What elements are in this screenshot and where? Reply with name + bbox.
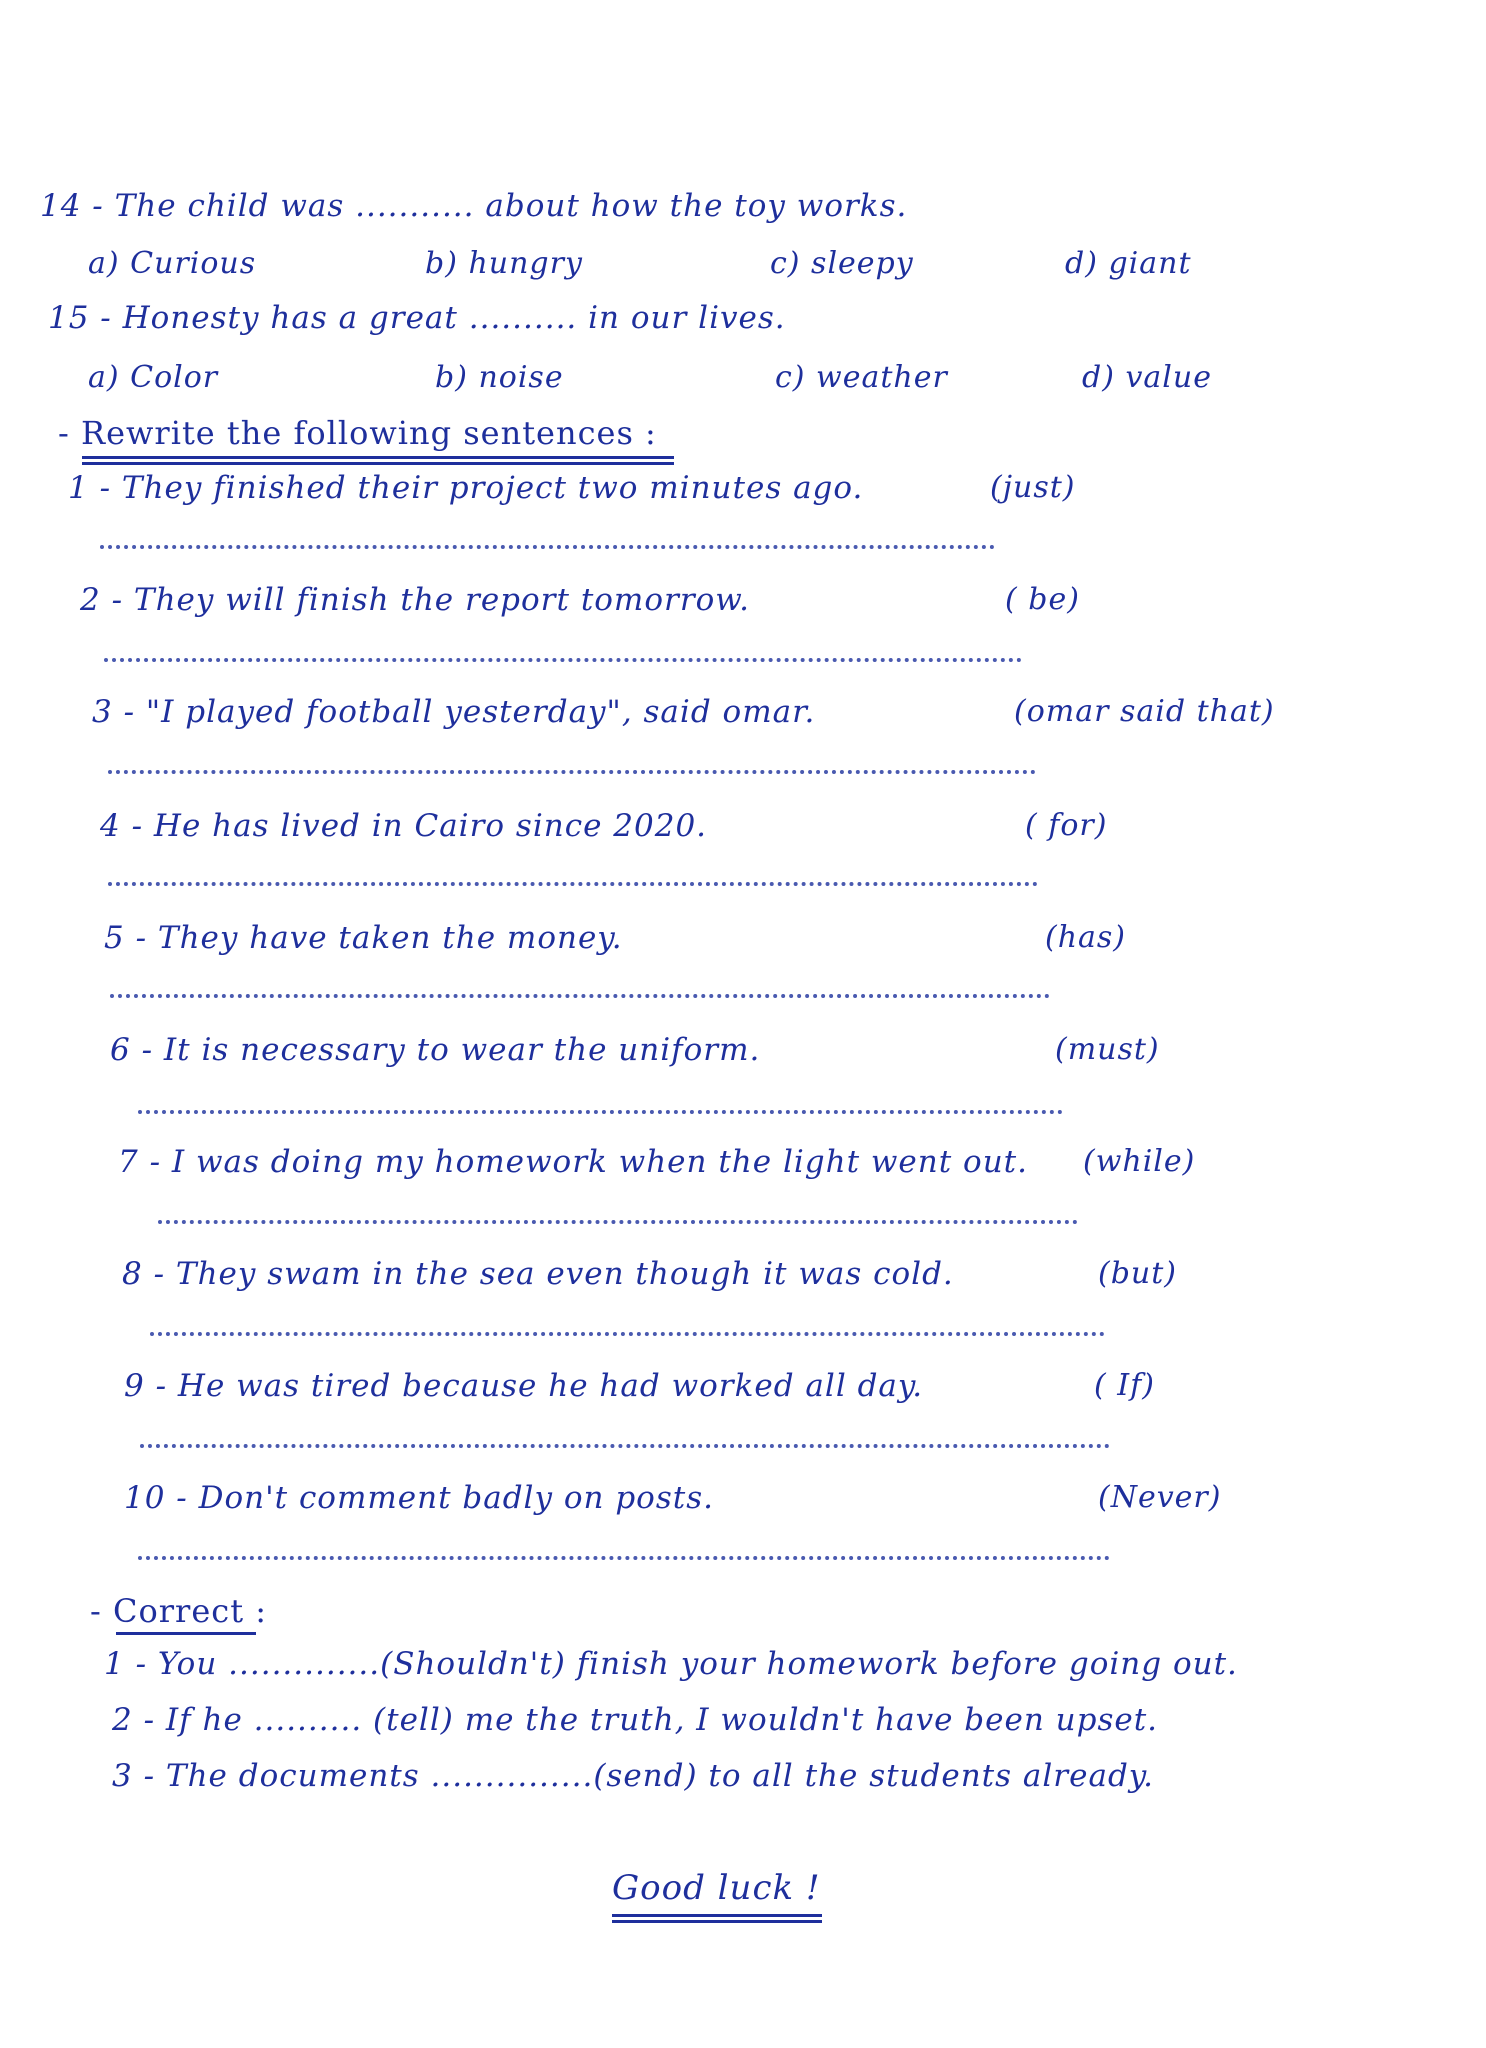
rewrite-item-9: 9 - He was tired because he had worked all day. bbox=[124, 1368, 924, 1404]
answer-line-6[interactable] bbox=[138, 1110, 1063, 1114]
q14-option-d: d) giant bbox=[1065, 246, 1192, 281]
good-luck-underline bbox=[612, 1914, 822, 1917]
answer-line-5[interactable] bbox=[110, 994, 1050, 998]
rewrite-heading: - Rewrite the following sentences : bbox=[58, 414, 657, 452]
question-15-prefix: 15 - Honesty has a great bbox=[48, 300, 458, 336]
rewrite-hint-8: (but) bbox=[1098, 1256, 1177, 1291]
question-14-suffix: about how the toy works. bbox=[485, 188, 908, 224]
good-luck: Good luck ! bbox=[612, 1868, 821, 1908]
rewrite-hint-1: (just) bbox=[990, 470, 1076, 505]
rewrite-item-4: 4 - He has lived in Cairo since 2020. bbox=[100, 808, 708, 844]
answer-line-9[interactable] bbox=[140, 1444, 1110, 1448]
question-15 bbox=[48, 300, 786, 336]
rewrite-heading-underline-2 bbox=[82, 462, 674, 465]
rewrite-hint-4: ( for) bbox=[1025, 808, 1108, 843]
question-15-suffix: in our lives. bbox=[588, 300, 786, 336]
rewrite-heading-underline bbox=[82, 456, 674, 459]
correct-item-2: 2 - If he .......... (tell) me the truth, I wouldn't have been upset. bbox=[112, 1702, 1159, 1738]
q14-option-a: a) Curious bbox=[88, 246, 257, 281]
rewrite-item-2: 2 - They will finish the report tomorrow. bbox=[80, 582, 751, 618]
question-14 bbox=[40, 188, 907, 224]
answer-line-10[interactable] bbox=[138, 1556, 1110, 1560]
correct-heading-underline bbox=[116, 1632, 256, 1635]
q14-option-b: b) hungry bbox=[425, 246, 583, 281]
answer-line-2[interactable] bbox=[104, 658, 1022, 662]
good-luck-underline-2 bbox=[612, 1920, 822, 1923]
rewrite-item-10: 10 - Don't comment badly on posts. bbox=[124, 1480, 714, 1516]
rewrite-hint-3: (omar said that) bbox=[1014, 694, 1275, 729]
rewrite-item-3: 3 - "I played football yesterday", said omar. bbox=[92, 694, 816, 730]
rewrite-item-8: 8 - They swam in the sea even though it was cold. bbox=[122, 1256, 954, 1292]
q14-option-c: c) sleepy bbox=[770, 246, 914, 281]
rewrite-item-5: 5 - They have taken the money. bbox=[104, 920, 623, 956]
q15-option-d: d) value bbox=[1082, 360, 1212, 395]
answer-line-7[interactable] bbox=[158, 1220, 1078, 1224]
question-15-blank: .......... bbox=[468, 300, 578, 336]
correct-heading: - Correct : bbox=[90, 1592, 267, 1630]
rewrite-hint-10: (Never) bbox=[1098, 1480, 1222, 1515]
answer-line-8[interactable] bbox=[150, 1332, 1105, 1336]
answer-line-1[interactable] bbox=[100, 545, 995, 549]
rewrite-hint-9: ( If) bbox=[1094, 1368, 1155, 1403]
q15-option-c: c) weather bbox=[775, 360, 948, 395]
correct-item-1: 1 - You ..............(Shouldn't) finish your homework before going out. bbox=[104, 1646, 1238, 1682]
q15-option-b: b) noise bbox=[435, 360, 564, 395]
correct-item-3: 3 - The documents ...............(send) to all the students already. bbox=[112, 1758, 1155, 1794]
rewrite-item-1: 1 - They finished their project two minutes ago. bbox=[68, 470, 864, 506]
question-14-prefix: 14 - The child was bbox=[40, 188, 345, 224]
q15-option-a: a) Color bbox=[88, 360, 219, 395]
rewrite-hint-6: (must) bbox=[1055, 1032, 1160, 1067]
question-14-blank: ........... bbox=[355, 188, 475, 224]
rewrite-hint-2: ( be) bbox=[1005, 582, 1080, 617]
rewrite-hint-5: (has) bbox=[1045, 920, 1127, 955]
rewrite-hint-7: (while) bbox=[1083, 1144, 1196, 1179]
rewrite-item-7: 7 - I was doing my homework when the light went out. bbox=[118, 1144, 1028, 1180]
answer-line-4[interactable] bbox=[108, 882, 1038, 886]
answer-line-3[interactable] bbox=[108, 770, 1036, 774]
rewrite-item-6: 6 - It is necessary to wear the uniform. bbox=[110, 1032, 761, 1068]
